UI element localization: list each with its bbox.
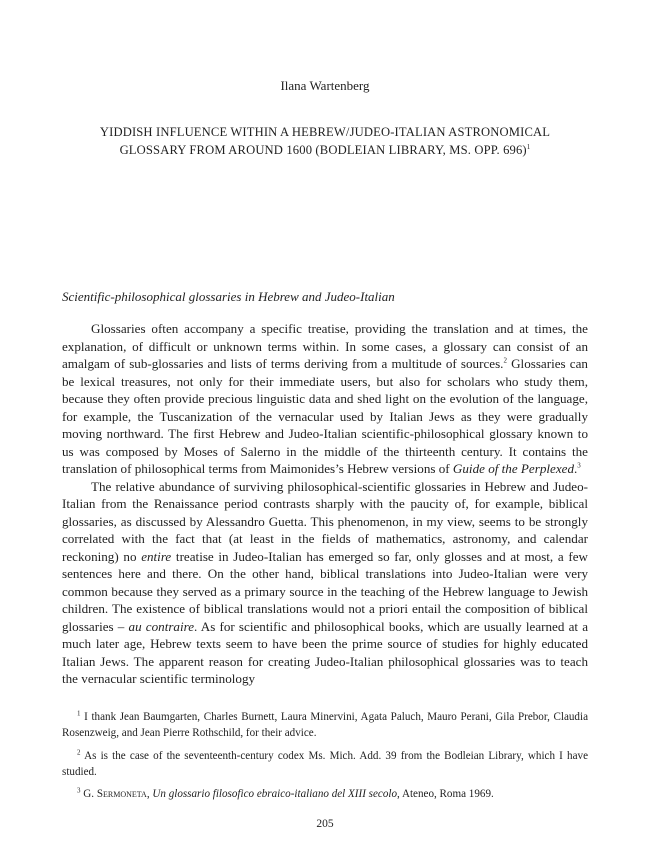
page-number: 205 — [316, 818, 334, 830]
paragraph-1-text-a: Glossaries often accompany a specific treatise, providing the translation and at times, the explanation, of difficult or unknown terms within. In some cases, a glossary can consist of an amalgam of sub-glossaries and lists of terms deriving from a multitude of sources. — [62, 321, 588, 371]
footnote-3-rest: , Ateneo, Roma 1969. — [397, 788, 494, 801]
paragraph-2-text-b: treatise in Judeo-Italian has emerged so far, only glosses and at most, a few sentences here and there. On the other hand, biblical translations into Judeo-Italian were very common because they served as a primary source in the teaching of the Hebrew language to Jewish children. The existence of biblical translations would not a priori entail the composition of biblical glossaries – — [62, 548, 589, 634]
footnote-2 — [62, 748, 588, 781]
footnote-1-number: 1 — [77, 709, 81, 718]
emphasis-au-contraire: au contraire — [128, 618, 195, 634]
footnote-3-title: Un glossario filosofico ebraico-italiano del XIII secolo — [152, 788, 398, 801]
section-heading: Scientific-philosophical glossaries in Hebrew and Judeo-Italian — [62, 289, 395, 304]
title-line-1: YIDDISH INFLUENCE WITHIN A HEBREW/JUDEO-ITALIAN ASTRONOMICAL — [99, 125, 551, 139]
footnote-2-text: As is the case of the seventeenth-century codex Ms. Mich. Add. 39 from the Bodleian Library, which I have studied. — [62, 749, 589, 778]
title-line-2-text: GLOSSARY FROM AROUND 1600 (BODLEIAN LIBRARY, MS. OPP. 696) — [119, 142, 527, 157]
footnote-ref-2[interactable]: 2 — [503, 356, 507, 365]
paragraph-1-text-b: Glossaries can be lexical treasures, not only for their immediate users, but also for scholars who study them, because they often provide precious linguistic data and shed light on the evolution of the language, for example, the Tuscanization of the vernacular used by Italian Jews as they were gradually moving northward. The first Hebrew and Judeo-Italian scientific-philosophical glossary known to us was composed by Moses of Salerno in the middle of the thirteenth century. It contains the translation of philosophical terms from Maimonides’s Hebrew versions of — [62, 356, 588, 476]
body-text — [62, 320, 588, 688]
footnote-ref-1[interactable]: 1 — [526, 142, 531, 151]
work-title-guide: Guide of the Perplexed — [452, 461, 574, 476]
footnote-3-author: G. Sermoneta — [83, 788, 147, 801]
title-line-2 — [62, 142, 588, 160]
article-title — [62, 124, 588, 159]
footnote-3-number: 3 — [77, 786, 81, 795]
author-name: Ilana Wartenberg — [280, 78, 370, 93]
paragraph-2 — [62, 478, 588, 688]
emphasis-entire: entire — [141, 548, 172, 564]
paragraph-1-text-c: . — [574, 461, 578, 476]
footnote-2-number: 2 — [77, 747, 81, 756]
footnote-1 — [62, 709, 588, 742]
footnote-3-sep: , — [146, 788, 153, 801]
paragraph-1 — [62, 320, 588, 478]
footnotes — [62, 709, 588, 808]
footnote-1-text: I thank Jean Baumgarten, Charles Burnett, Laura Minervini, Agata Paluch, Mauro Perani, Gila Prebor, Claudia Rosenzweig, and Jean Pierre Rothschild, for their advice. — [62, 711, 588, 740]
paragraph-2-text-a: The relative abundance of surviving philosophical-scientific glossaries in Hebrew and Judeo-Italian from the Renaissance period contrasts sharply with the paucity of, for example, biblical glossaries, as discussed by Alessandro Guetta. This phenomenon, in my view, seems to be strongly correlated with the fact that (at least in the fields of mathematics, astronomy, and calendar reckoning) no — [62, 478, 588, 564]
paragraph-2-text-c: . As for scientific and philosophical books, which are usually learned at a much later age, Hebrew texts seem to have been the prime source of studies for highly educated Italian Jews. The apparent reason for creating Judeo-Italian philosophical glossaries was to teach the vernacular scientific terminology — [62, 618, 589, 686]
footnote-ref-3[interactable]: 3 — [577, 461, 581, 470]
footnote-3 — [62, 786, 588, 802]
